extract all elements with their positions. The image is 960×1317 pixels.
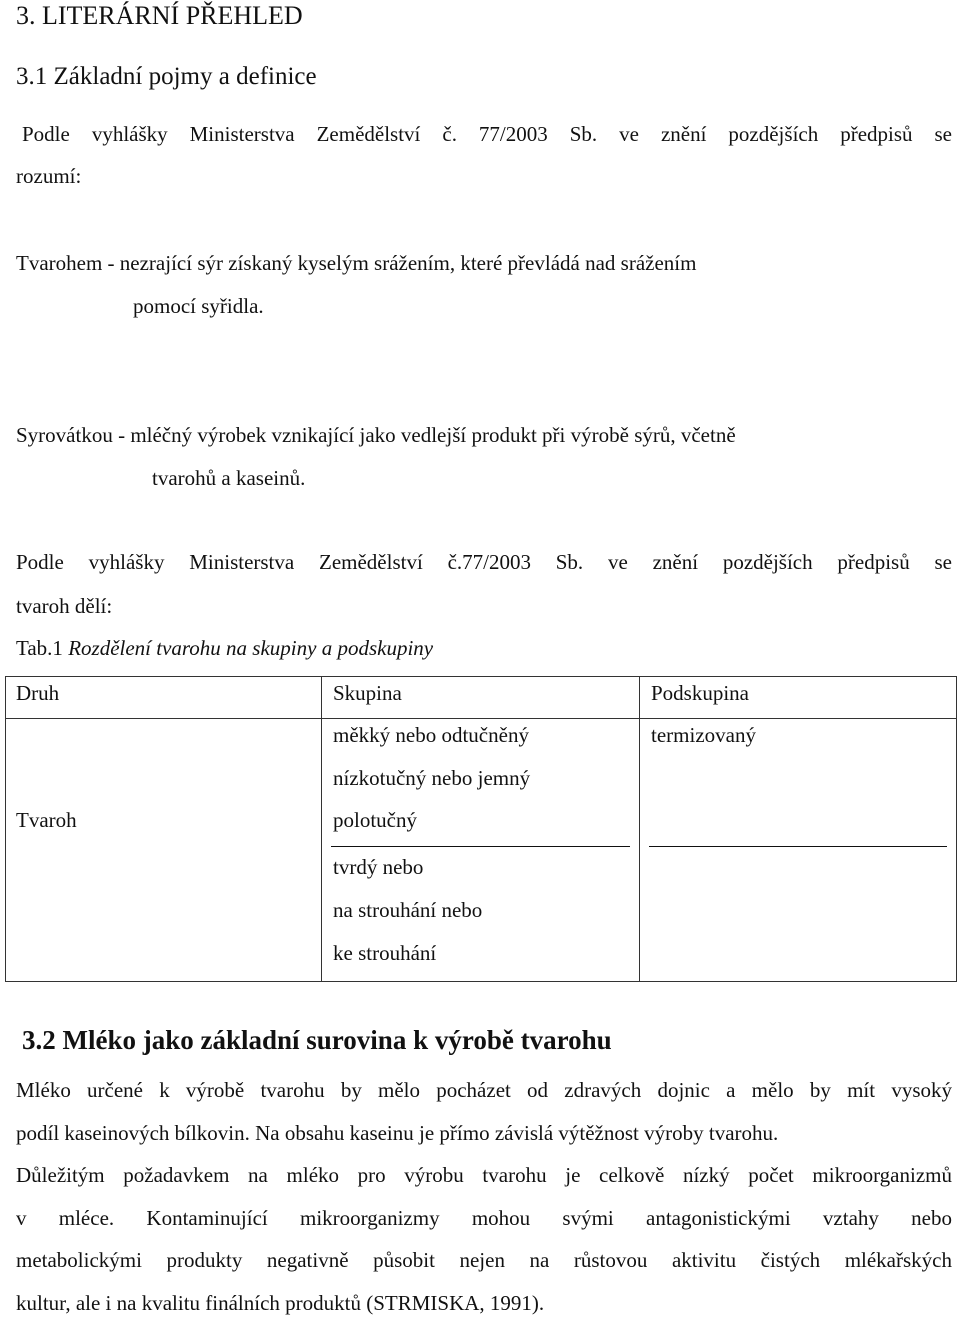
- podskupina-separator-line: [649, 846, 947, 847]
- chapter-heading: 3. LITERÁRNÍ PŘEHLED: [16, 1, 303, 30]
- cell-skupiny: [322, 719, 640, 982]
- intro-paragraph-line-2: rozumí:: [16, 164, 82, 188]
- header-podskupina: Podskupina: [651, 681, 750, 705]
- table-caption-prefix: Tab.1: [16, 636, 63, 660]
- definition-tvaroh-line-1: Tvarohem - nezrající sýr získaný kyselým srážením, které převládá nad srážením: [16, 251, 697, 275]
- skupina-mekky: měkký nebo odtučněný: [333, 723, 529, 747]
- body-paragraph-line-5: metabolickými produkty negativně působit nejen na růstovou aktivitu čistých mlékařských: [16, 1248, 952, 1272]
- body-paragraph-line-1: Mléko určené k výrobě tvarohu by mělo pocházet od zdravých dojnic a mělo by mít vysoký: [16, 1078, 952, 1102]
- tvaroh-classification-table: [5, 676, 957, 982]
- skupina-na-strouhani: na strouhání nebo: [333, 898, 483, 922]
- intro2-paragraph-line-2: tvaroh dělí:: [16, 594, 113, 618]
- header-cell-druh: [6, 677, 322, 719]
- header-cell-podskupina: [640, 677, 957, 719]
- body-paragraph-line-4: v mléce. Kontaminující mikroorganizmy mohou svými antagonistickými vztahy nebo: [16, 1206, 952, 1230]
- cell-podskupina: [640, 719, 957, 982]
- cell-druh: [6, 719, 322, 982]
- section-heading-3-2: 3.2 Mléko jako základní surovina k výrobě tvarohu: [22, 1025, 612, 1055]
- skupina-ke-strouhani: ke strouhání: [333, 941, 437, 965]
- definition-syrovatka-line-2: tvarohů a kaseinů.: [152, 466, 306, 490]
- skupina-separator-line: [331, 846, 630, 847]
- definition-tvaroh-line-2: pomocí syřidla.: [133, 294, 264, 318]
- definition-syrovatka-line-1: Syrovátkou - mléčný výrobek vznikající jako vedlejší produkt při výrobě sýrů, včetně: [16, 423, 736, 447]
- section-heading-3-1: 3.1 Základní pojmy a definice: [16, 63, 317, 90]
- table-caption-title: Rozdělení tvarohu na skupiny a podskupiny: [68, 636, 434, 660]
- intro-paragraph-line-1: Podle vyhlášky Ministerstva Zemědělství č. 77/2003 Sb. ve znění pozdějších předpisů se: [22, 122, 952, 146]
- body-paragraph-line-6: kultur, ale i na kvalitu finálních produktů (STRMISKA, 1991).: [16, 1291, 545, 1315]
- intro2-paragraph-line-1: Podle vyhlášky Ministerstva Zemědělství č.77/2003 Sb. ve znění pozdějších předpisů se: [16, 550, 952, 574]
- table-header-row: [6, 677, 957, 719]
- header-cell-skupina: [322, 677, 640, 719]
- body-paragraph-line-3: Důležitým požadavkem na mléko pro výrobu tvarohu je celkově nízký počet mikroorganizmů: [16, 1163, 952, 1187]
- podskupina-termizovany: termizovaný: [651, 723, 756, 747]
- body-paragraph-line-2: podíl kaseinových bílkovin. Na obsahu kaseinu je přímo závislá výtěžnost výroby tvarohu.: [16, 1121, 779, 1145]
- druh-tvaroh: Tvaroh: [16, 808, 77, 832]
- skupina-polotucny: polotučný: [333, 808, 417, 832]
- table-body-row: [6, 719, 957, 982]
- table-caption: [16, 636, 433, 661]
- skupina-tvrdy: tvrdý nebo: [333, 855, 424, 879]
- header-skupina: Skupina: [333, 681, 402, 705]
- header-druh: Druh: [16, 681, 60, 705]
- skupina-nizkotucny: nízkotučný nebo jemný: [333, 766, 531, 790]
